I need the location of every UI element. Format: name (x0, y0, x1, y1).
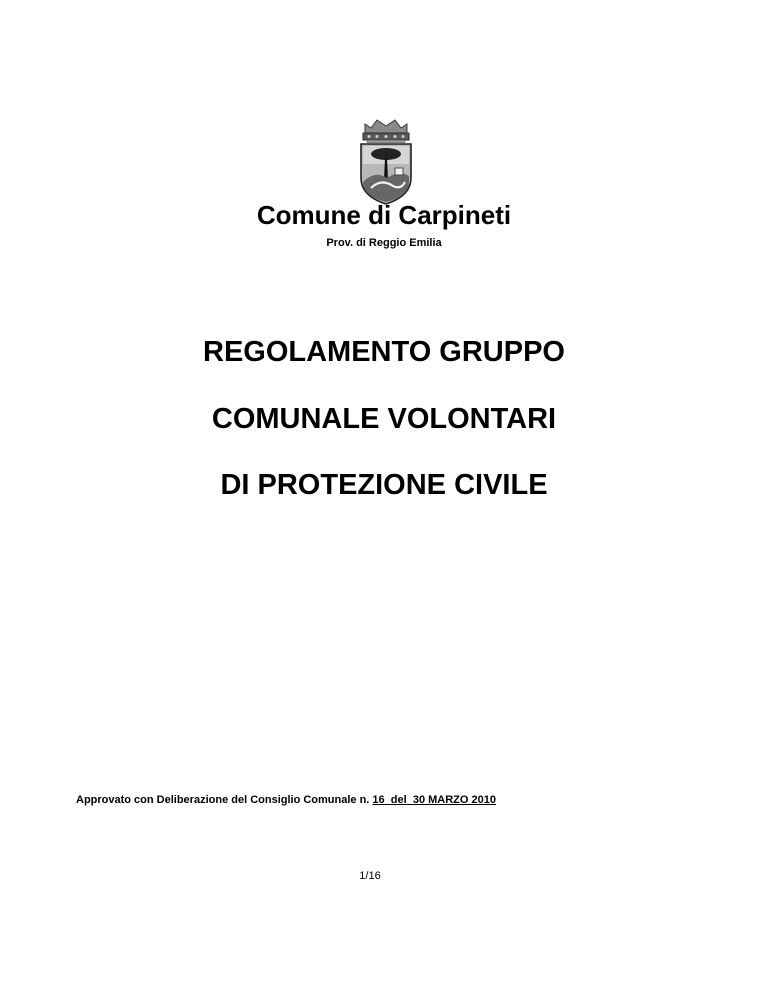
municipal-coat-of-arms-icon (357, 116, 415, 206)
document-title-line-2: COMUNALE VOLONTARI (211, 403, 557, 435)
deliberation-del-word: del (390, 794, 407, 806)
province-name: Prov. di Reggio Emilia (326, 237, 442, 249)
municipality-name: Comune di Carpineti (256, 200, 512, 230)
deliberation-date: 30 MARZO 2010 (412, 794, 496, 806)
document-title-line-3: DI PROTEZIONE CIVILE (220, 469, 548, 501)
document-title-line-1: REGOLAMENTO GRUPPO (203, 336, 565, 368)
deliberation-number: 16 (372, 794, 385, 806)
approval-deliberation-ref (372, 794, 496, 806)
approval-statement (76, 793, 496, 807)
approval-prefix: Approvato con Deliberazione del Consiglio Comunale n. (76, 794, 373, 806)
page-number: 1/16 (359, 870, 381, 882)
